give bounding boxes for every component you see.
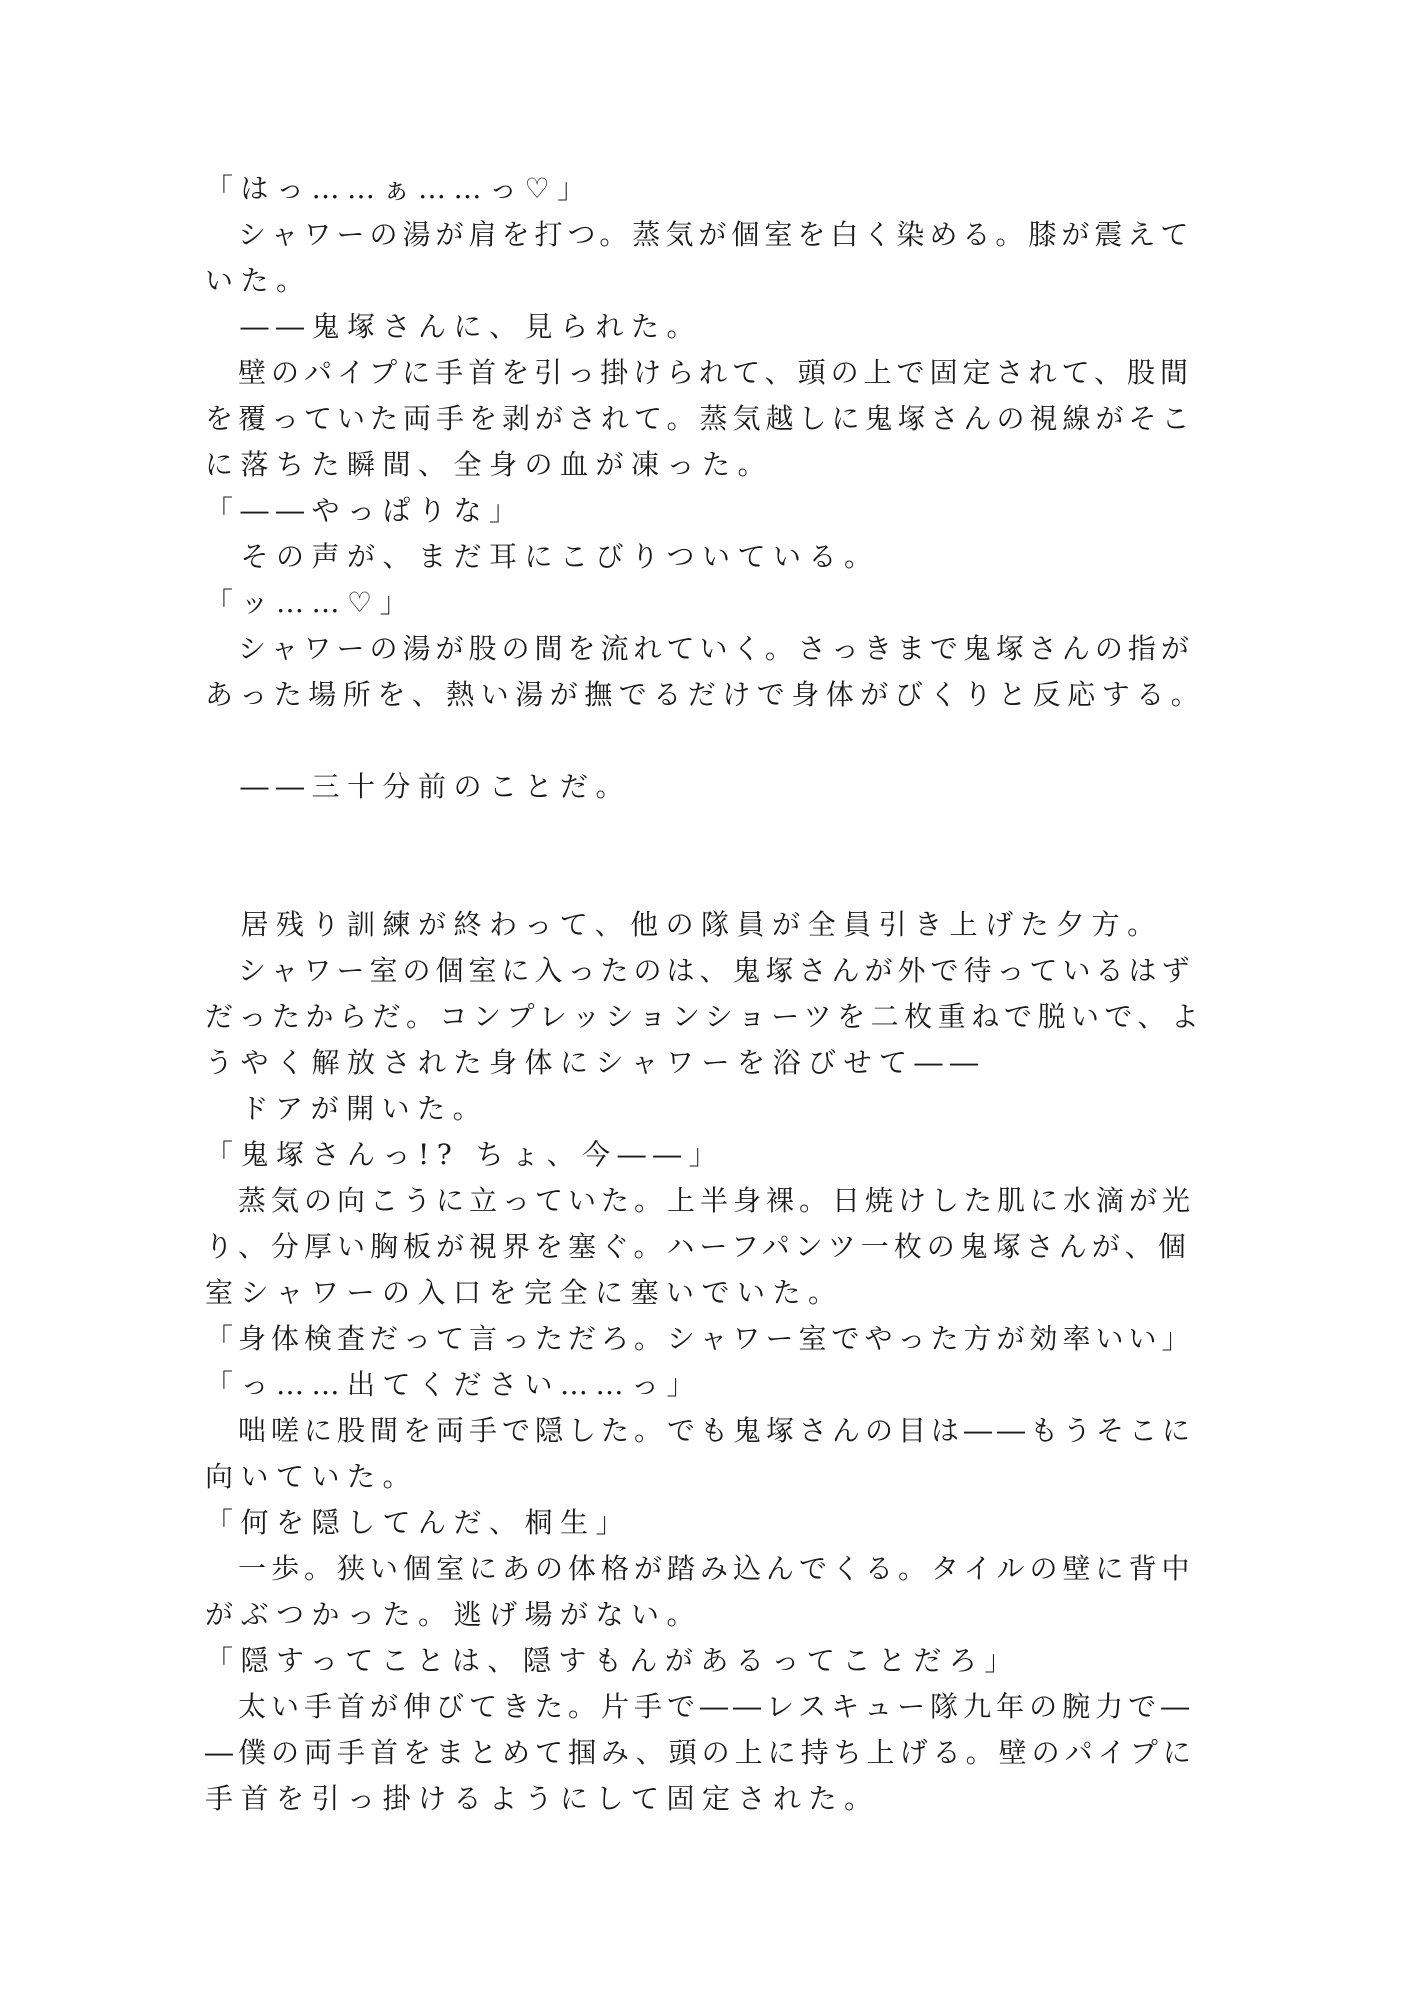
text-line: シャワー室の個室に入ったのは、鬼塚さんが外で待っているはず [205,954,1195,987]
text-line: 壁のパイプに手首を引っ掛けられて、頭の上で固定されて、股間 [205,356,1194,389]
text-line: シャワーの湯が肩を打つ。蒸気が個室を白く染める。膝が震えて [205,218,1194,251]
text-line: その声が、まだ耳にこびりついている。 [205,540,880,573]
text-line: 咄嗟に股間を両手で隠した。でも鬼塚さんの目は――もうそこに [205,1414,1196,1447]
text-line: ―僕の両手首をまとめて掴み、頭の上に持ち上げる。壁のパイプに [205,1736,1196,1769]
text-line: 「鬼塚さんっ!? ちょ、今――」 [205,1138,725,1171]
text-line: あった場所を、熱い湯が撫でるだけで身体がびくりと反応する。 [205,678,1206,711]
blank-line [205,856,1205,902]
text-line: シャワーの湯が股の間を流れていく。さっきまで鬼塚さんの指が [205,632,1194,665]
text-line: 手首を引っ掛けるようにして固定された。 [205,1782,880,1815]
text-line: ドアが開いた。 [205,1092,489,1125]
text-line: 「身体検査だって言っただろ。シャワー室でやった方が効率いい」 [205,1322,1195,1355]
text-line: 「ッ……♡」 [205,586,416,619]
text-line: 「っ……出てください……っ」 [205,1368,703,1401]
text-line: 「――やっぱりな」 [205,494,525,527]
text-line: だったからだ。コンプレッションショーツを二枚重ねで脱いで、よ [205,1000,1205,1033]
text-line: うやく解放された身体にシャワーを浴びせて―― [205,1046,986,1079]
text-line: 「隠すってことは、隠すもんがあるってことだろ」 [205,1644,1020,1677]
text-line: 太い手首が伸びてきた。片手で――レスキュー隊九年の腕力で― [205,1690,1195,1723]
text-line: 居残り訓練が終わって、他の隊員が全員引き上げた夕方。 [205,908,1163,941]
text-line: 向いていた。 [205,1460,419,1493]
text-line: 「何を隠してんだ、桐生」 [205,1506,632,1539]
blank-line [205,810,1205,856]
text-line: 一歩。狭い個室にあの体格が踏み込んでくる。タイルの壁に背中 [205,1552,1195,1585]
text-line: ――鬼塚さんに、見られた。 [205,310,703,343]
text-line: いた。 [205,264,312,297]
text-line: 「はっ……ぁ……っ♡」 [205,172,593,205]
body-text [205,166,1205,1822]
text-line: がぶつかった。逃げ場がない。 [205,1598,703,1631]
text-line: を覆っていた両手を剥がされて。蒸気越しに鬼塚さんの視線がそこ [205,402,1195,435]
text-line: ――三十分前のことだ。 [205,770,632,803]
text-line: に落ちた瞬間、全身の血が凍った。 [205,448,774,481]
text-line: 蒸気の向こうに立っていた。上半身裸。日焼けした肌に水滴が光 [205,1184,1196,1217]
text-line: 室シャワーの入口を完全に塞いでいた。 [205,1276,844,1309]
blank-line [205,718,1205,764]
text-line: り、分厚い胸板が視界を塞ぐ。ハーフパンツ一枚の鬼塚さんが、個 [205,1230,1191,1263]
